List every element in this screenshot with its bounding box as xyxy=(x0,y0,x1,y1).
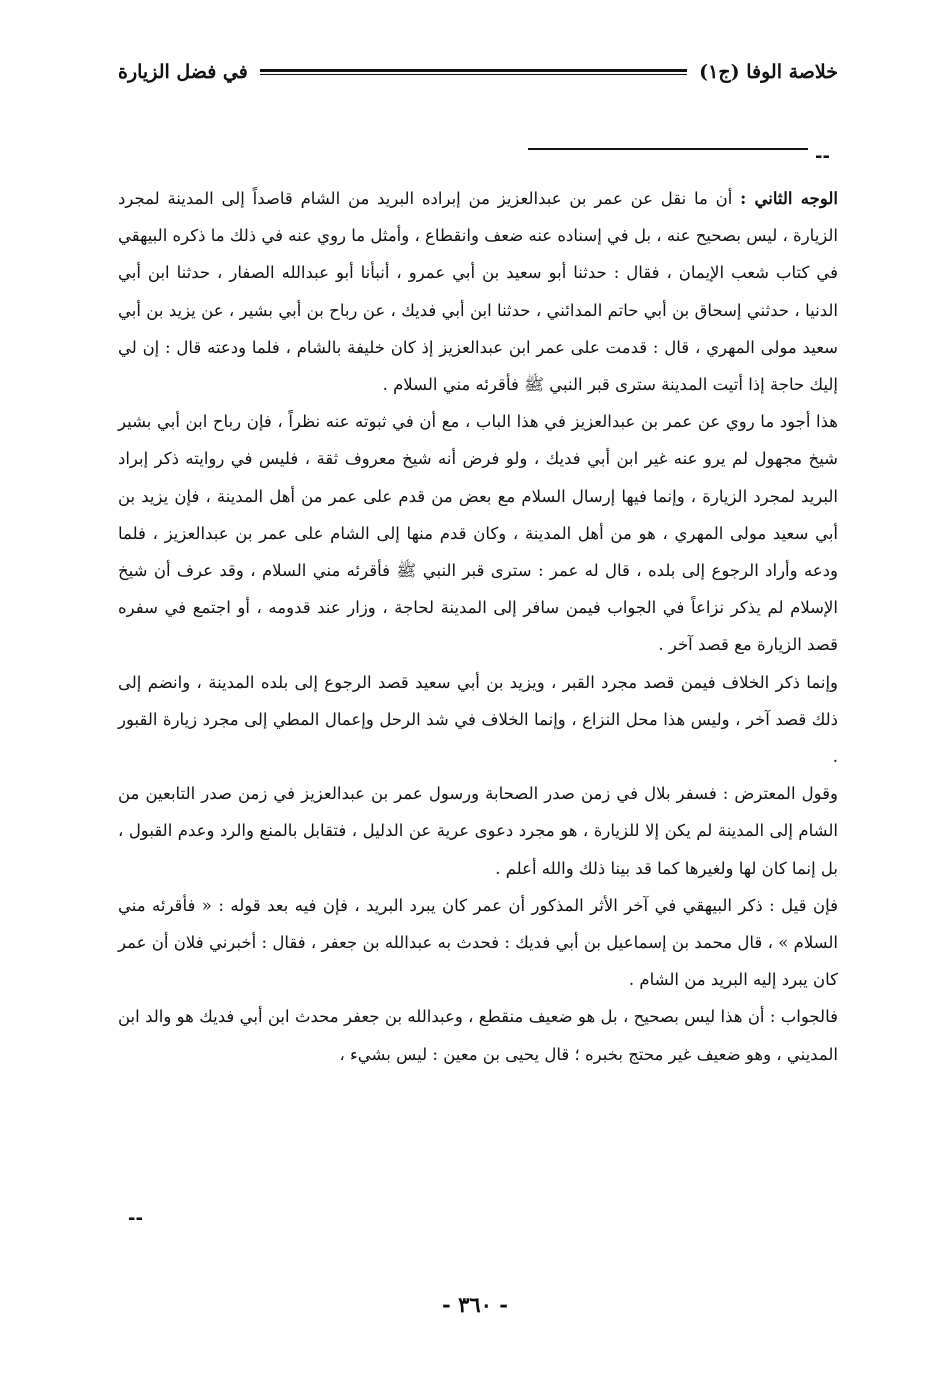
paragraph-label: الوجه الثاني : xyxy=(740,189,838,208)
chapter-title: في فضل الزيارة xyxy=(118,61,248,83)
separator-rule xyxy=(528,148,808,150)
paragraph xyxy=(118,998,838,1072)
body-text xyxy=(118,180,838,1073)
paragraph-text: وإنما ذكر الخلاف فيمن قصد مجرد القبر ، ويزيد بن أبي سعيد قصد الرجوع إلى بلده المدينة ، وانضم إلى ذلك قصد آخر ، وليس هذا محل النزاع ، وإنما الخلاف في شد الرحل وإعمال المطي إلى مجرد زيارة القبور . xyxy=(118,672,838,767)
paragraph-text: وقول المعترض : فسفر بلال في زمن صدر الصحابة ورسول عمر بن عبدالعزيز في زمن صدر التابعين من الشام إلى المدينة لم يكن إلا للزيارة ، هو مجرد دعوى عرية عن الدليل ، فتقابل بالمنع والرد وعدم القبول ، بل إنما كان لها ولغيرها كما قد بينا ذلك والله أعلم . xyxy=(118,784,838,878)
paragraph-text: فالجواب : أن هذا ليس بصحيح ، بل هو ضعيف منقطع ، وعبدالله بن جعفر محدث ابن أبي فديك هو والد ابن المديني ، وهو ضعيف غير محتج بخبره ؛ قال يحيى بن معين : ليس بشيء ، xyxy=(118,1007,838,1064)
paragraph xyxy=(118,775,838,887)
continuation-dash: -- xyxy=(815,146,830,167)
paragraph xyxy=(118,887,838,999)
paragraph-text: هذا أجود ما روي عن عمر بن عبدالعزيز في هذا الباب ، مع أن في ثبوته عنه نظراً ، فإن رباح ابن أبي بشير شيخ مجهول لم يرو عنه غير ابن أبي فديك ، ولو فرض أنه شيخ معروف ثقة ، فليس في روايته ذكر إبراد البريد لمجرد الزيارة ، وإنما فيها إرسال السلام مع بعض من قدم على عمر من أهل المدينة ، فإن يزيد بن أبي سعيد مولى المهري ، هو من أهل المدينة ، وكان قدم منها إلى الشام على عمر بن عبدالعزيز ، فلما ودعه وأراد الرجوع إلى بلده ، قال له عمر : سترى قبر النبي ﷺ فأقرئه مني السلام ، وقد عرف أن شيخ الإسلام لم يذكر نزاعاً في الجواب فيمن سافر إلى المدينة لحاجة ، وزار عند قدومه ، أو اجتمع في سفره قصد الزيارة مع قصد آخر . xyxy=(118,412,838,655)
paragraph xyxy=(118,664,838,776)
page-number: - ٣٦٠ - xyxy=(442,1292,508,1317)
book-title: خلاصة الوفا (ج١) xyxy=(699,61,838,83)
paragraph-text: أن ما نقل عن عمر بن عبدالعزيز من إبراده البريد من الشام قاصداً إلى المدينة لمجرد الزيارة ، ليس بصحيح عنه ، بل في إسناده عنه ضعف وانقطاع ، وأمثل ما روي عنه في ذلك ما ذكره البيهقي في كتاب شعب الإيمان ، فقال : حدثنا أبو سعيد بن أبي عمرو ، أنبأنا أبو عبدالله الصفار ، حدثنا ابن أبي الدنيا ، حدثني إسحاق بن أبي حاتم المدائني ، حدثنا ابن أبي فديك ، عن رباح بن أبي بشير ، عن يزيد بن أبي سعيد مولى المهري ، قال : قدمت على عمر ابن عبدالعزيز إذ كان خليفة بالشام ، فلما ودعته قال : إن لي إليك حاجة إذا أتيت المدينة سترى قبر النبي ﷺ فأقرئه مني السلام . xyxy=(118,189,838,395)
paragraph xyxy=(118,403,838,663)
running-header xyxy=(118,52,838,92)
paragraph xyxy=(118,180,838,403)
paragraph-text: فإن قيل : ذكر البيهقي في آخر الأثر المذكور أن عمر كان يبرد البريد ، فإن فيه بعد قوله : « فأقرئه مني السلام » ، قال محمد بن إسماعيل بن أبي فديك : فحدث به عبدالله بن جعفر ، فقال : أخبرني فلان أن عمر كان يبرد إليه البريد من الشام . xyxy=(118,895,838,990)
header-rule xyxy=(260,69,687,75)
continuation-dash: -- xyxy=(128,1208,143,1229)
